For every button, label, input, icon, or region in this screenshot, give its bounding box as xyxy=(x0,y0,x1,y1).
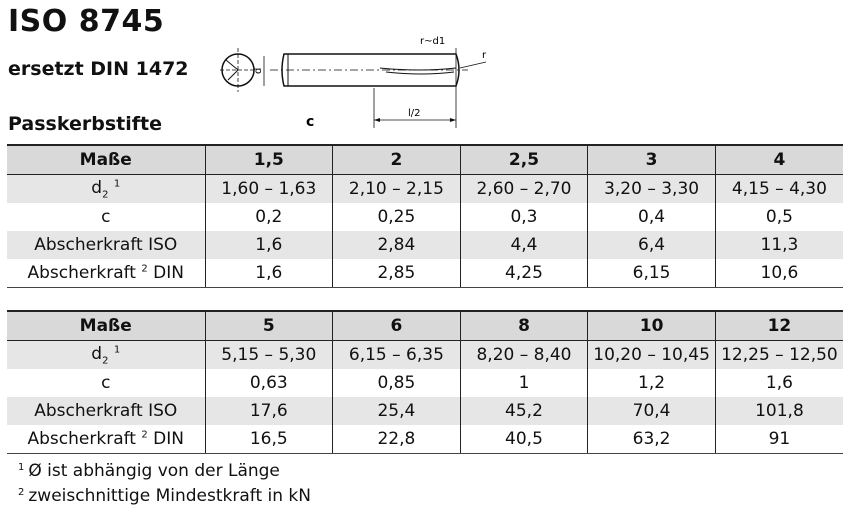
table-cell: 1,6 xyxy=(205,231,333,259)
table-cell: 1,60 – 1,63 xyxy=(205,175,333,204)
size-header: 1,5 xyxy=(205,145,333,175)
table-cell: 6,15 – 6,35 xyxy=(333,341,461,370)
table-cell: 3,20 – 3,30 xyxy=(588,175,716,204)
table-cell: 6,4 xyxy=(588,231,716,259)
size-header: 3 xyxy=(588,145,716,175)
size-header: 12 xyxy=(715,311,843,341)
table-row-d2 xyxy=(7,175,843,204)
table-cell: 1 xyxy=(460,369,588,397)
table-cell: 16,5 xyxy=(205,425,333,454)
section-heading: Passkerbstifte xyxy=(8,113,162,135)
size-header: 2,5 xyxy=(460,145,588,175)
table-cell: 0,25 xyxy=(333,203,461,231)
table-header-row xyxy=(7,145,843,175)
size-header: 8 xyxy=(460,311,588,341)
label-r: r xyxy=(482,50,487,61)
table-cell: 2,84 xyxy=(333,231,461,259)
table-cell: 0,63 xyxy=(205,369,333,397)
table-cell: 5,15 – 5,30 xyxy=(205,341,333,370)
row-label: Abscherkraft $^2$ DIN xyxy=(7,259,205,288)
row-label: Abscherkraft ISO xyxy=(7,397,205,425)
size-header: 2 xyxy=(333,145,461,175)
table-cell: 6,15 xyxy=(588,259,716,288)
table-cell: 11,3 xyxy=(715,231,843,259)
table-cell: 1,6 xyxy=(205,259,333,288)
label-c: c xyxy=(306,114,315,130)
table-cell: 40,5 xyxy=(460,425,588,454)
row-label: Abscherkraft ISO xyxy=(7,231,205,259)
page-title: ISO 8745 xyxy=(8,4,165,39)
page-subtitle: ersetzt DIN 1472 xyxy=(8,58,189,80)
size-header: 4 xyxy=(715,145,843,175)
table-row-iso xyxy=(7,397,843,425)
table-cell: 1,2 xyxy=(588,369,716,397)
table-cell: 2,85 xyxy=(333,259,461,288)
table-cell: 8,20 – 8,40 xyxy=(460,341,588,370)
table-cell: 63,2 xyxy=(588,425,716,454)
table-row-iso xyxy=(7,231,843,259)
table-row-c xyxy=(7,369,843,397)
row-label: c xyxy=(101,207,111,227)
table-cell: 0,4 xyxy=(588,203,716,231)
table-cell: 17,6 xyxy=(205,397,333,425)
table-cell: 10,6 xyxy=(715,259,843,288)
table-cell: 101,8 xyxy=(715,397,843,425)
dimensions-table-2 xyxy=(7,310,843,454)
label-d: d xyxy=(253,67,264,74)
table-cell: 4,25 xyxy=(460,259,588,288)
table-row-d2 xyxy=(7,341,843,370)
table-cell: 12,25 – 12,50 xyxy=(715,341,843,370)
pin-drawing xyxy=(210,28,500,132)
row-label: $d_2$ $^1$ xyxy=(7,341,205,370)
row-label: $d_2$ $^1$ xyxy=(7,175,205,204)
table-cell: 1,6 xyxy=(715,369,843,397)
table-cell: 10,20 – 10,45 xyxy=(588,341,716,370)
label-r-d1: r~d1 xyxy=(420,36,446,47)
table-row-din xyxy=(7,425,843,454)
label-l2: l/2 xyxy=(408,108,421,119)
row-label: Abscherkraft $^2$ DIN xyxy=(7,425,205,454)
size-header: 6 xyxy=(333,311,461,341)
table-row-din xyxy=(7,259,843,288)
table-cell: 91 xyxy=(715,425,843,454)
table-header-row xyxy=(7,311,843,341)
table-cell: 25,4 xyxy=(333,397,461,425)
table-cell: 0,85 xyxy=(333,369,461,397)
footnote-1: $^1$ Ø ist abhängig von der Länge xyxy=(18,461,280,481)
table-cell: 70,4 xyxy=(588,397,716,425)
table-cell: 22,8 xyxy=(333,425,461,454)
size-header: 5 xyxy=(205,311,333,341)
table-cell: 4,4 xyxy=(460,231,588,259)
header-label: Maße xyxy=(7,145,205,175)
table-cell: 45,2 xyxy=(460,397,588,425)
table-cell: 0,3 xyxy=(460,203,588,231)
row-label: c xyxy=(101,373,111,393)
footnote-2: $^2$ zweischnittige Mindestkraft in kN xyxy=(18,486,311,506)
table-cell: 2,60 – 2,70 xyxy=(460,175,588,204)
table-row-c xyxy=(7,203,843,231)
size-header: 10 xyxy=(588,311,716,341)
header-label: Maße xyxy=(7,311,205,341)
table-cell: 0,5 xyxy=(715,203,843,231)
table-cell: 2,10 – 2,15 xyxy=(333,175,461,204)
dimensions-table-1 xyxy=(7,144,843,288)
table-cell: 4,15 – 4,30 xyxy=(715,175,843,204)
table-cell: 0,2 xyxy=(205,203,333,231)
